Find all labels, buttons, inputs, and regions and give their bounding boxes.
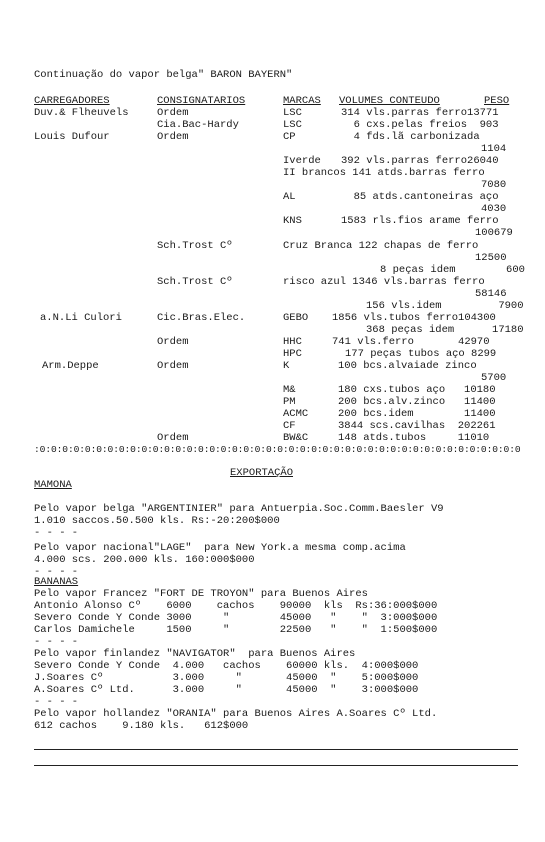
separator-line: :0:0:0:0:0:0:0:0:0:0:0:0:0:0:0:0:0:0:0:0:0:0:0:0:0:0:0:0:0:0:0:0:0:0:0:0:0:0:0:0:0:0:0: [34, 444, 521, 455]
bananas-heading: BANANAS: [34, 576, 79, 588]
table-cell-marca: KNS: [283, 215, 302, 227]
header-consignatarios: CONSIGNATARIOS: [157, 95, 246, 107]
table-cell-volumes: 100 bcs.alvaiade zinco: [338, 360, 477, 372]
bananas-line: Severo Conde Y Conde 3000 " 45000 " " 3:000$000: [34, 612, 438, 624]
table-cell-carregador: Duv.& Flheuvels: [34, 107, 129, 119]
bananas-line: Pelo vapor hollandez "ORANIA" para Buenos Aires A.Soares Cº Ltd.: [34, 708, 438, 720]
bottom-rule: [34, 749, 518, 750]
document-title: Continuação do vapor belga" BARON BAYERN": [34, 69, 293, 81]
table-cell-volumes: 3844 scs.cavilhas 202261: [338, 420, 496, 432]
mamona-line: Pelo vapor nacional"LAGE" para New York.a mesma comp.acima: [34, 542, 406, 554]
table-cell-volumes: 368 peças idem 17180: [366, 324, 524, 336]
table-cell-marca: LSC: [283, 119, 302, 131]
mamona-line: 1.010 saccos.50.500 kls. Rs:-20:200$000: [34, 515, 280, 527]
table-cell-volumes: 200 bcs.idem 11400: [338, 408, 496, 420]
table-cell-volumes: 314 vls.parras ferro13771: [341, 107, 499, 119]
table-cell-consignatario: Ordem: [157, 360, 189, 372]
table-cell-volumes: 148 atds.tubos 11010: [338, 432, 490, 444]
header-carregadores: CARREGADORES: [34, 95, 110, 107]
table-cell-volumes: 6 cxs.pelas freios 903: [341, 119, 499, 131]
table-cell-marca: CP: [283, 131, 296, 143]
table-cell-peso: 58146: [475, 288, 507, 300]
mamona-line: 4.000 scs. 200.000 kls. 160:000$000: [34, 554, 255, 566]
table-cell-carregador: Louis Dufour: [34, 131, 110, 143]
table-cell-marca: HPC: [283, 348, 302, 360]
bananas-line: A.Soares Cº Ltd. 3.000 " 45000 " 3:000$000: [34, 684, 419, 696]
table-cell-consignatario: Ordem: [157, 336, 189, 348]
table-cell-volumes: 1583 rls.fios arame ferro: [341, 215, 499, 227]
table-cell-consignatario: Cic.Bras.Elec.: [157, 312, 246, 324]
table-cell-marca: CF: [283, 420, 296, 432]
table-cell-volumes: 392 vls.parras ferro26040: [341, 155, 499, 167]
bananas-line: - - - -: [34, 696, 79, 708]
bananas-line: - - - -: [34, 636, 79, 648]
table-cell-consignatario: Ordem: [157, 107, 189, 119]
table-cell-marca: BW&C: [283, 432, 309, 444]
table-cell-consignatario: Cia.Bac-Hardy: [157, 119, 239, 131]
table-cell-carregador: Arm.Deppe: [42, 360, 99, 372]
bottom-rule: [34, 765, 518, 766]
table-cell-peso: 1104: [481, 143, 507, 155]
table-cell-marca: GEBO: [283, 312, 309, 324]
table-cell-marca: Cruz Branca 122 chapas de ferro: [283, 240, 479, 252]
bananas-line: Pelo vapor Francez "FORT DE TROYON" para Buenos Aires: [34, 588, 368, 600]
table-cell-peso: 12500: [475, 252, 507, 264]
table-cell-volumes: 85 atds.cantoneiras aço: [341, 191, 499, 203]
table-cell-volumes: 177 peças tubos aço 8299: [345, 348, 497, 360]
table-cell-volumes: 4 fds.lã carbonizada: [341, 131, 480, 143]
table-cell-marca: AL: [283, 191, 296, 203]
bananas-line: J.Soares Cº 3.000 " 45000 " 5:000$000: [34, 672, 419, 684]
table-cell-consignatario: Sch.Trost Cº: [157, 276, 233, 288]
header-volumes-conteudo: VOLUMES CONTEUDO: [339, 95, 440, 107]
table-cell-peso: 5700: [481, 372, 507, 384]
table-cell-marca: Iverde: [283, 155, 321, 167]
bananas-line: Severo Conde Y Conde 4.000 cachos 60000 kls. 4:000$000: [34, 660, 419, 672]
table-cell-volumes: 200 bcs.alv.zinco 11400: [338, 396, 496, 408]
mamona-line: Pelo vapor belga "ARGENTINIER" para Antuerpia.Soc.Comm.Baesler V9: [34, 503, 444, 515]
bananas-line: Carlos Damichele 1500 " 22500 " " 1:500$000: [34, 624, 438, 636]
table-cell-marca: PM: [283, 396, 296, 408]
mamona-heading: MAMONA: [34, 479, 72, 491]
table-cell-carregador: a.N.Li Culori: [40, 312, 122, 324]
table-cell-volumes: 1856 vls.tubos ferro104300: [332, 312, 496, 324]
table-cell-volumes: 8 peças idem 600: [380, 264, 525, 276]
section-heading-exportacao: EXPORTAÇÃO: [230, 467, 294, 479]
table-cell-peso: 7080: [481, 179, 507, 191]
table-cell-marca: ACMC: [283, 408, 309, 420]
mamona-line: - - - -: [34, 566, 79, 578]
table-cell-marca: K: [283, 360, 290, 372]
table-cell-consignatario: Ordem: [157, 432, 189, 444]
bananas-line: Antonio Alonso Cº 6000 cachos 90000 kls Rs:36:000$000: [34, 600, 438, 612]
header-marcas: MARCAS: [283, 95, 321, 107]
table-cell-peso: 100679: [475, 227, 513, 239]
table-cell-marca: LSC: [283, 107, 302, 119]
table-cell-volumes: 180 cxs.tubos aço 10180: [338, 384, 496, 396]
table-cell-volumes: 741 vls.ferro 42970: [332, 336, 490, 348]
table-cell-marca: II brancos 141 atds.barras ferro: [283, 167, 485, 179]
table-cell-consignatario: Ordem: [157, 131, 189, 143]
table-cell-marca: HHC: [283, 336, 302, 348]
table-cell-consignatario: Sch.Trost Cº: [157, 240, 233, 252]
mamona-line: - - - -: [34, 527, 79, 539]
table-cell-marca: risco azul 1346 vls.barras ferro: [283, 276, 485, 288]
table-cell-peso: 4030: [481, 203, 507, 215]
bananas-line: 612 cachos 9.180 kls. 612$000: [34, 720, 249, 732]
bananas-line: Pelo vapor finlandez "NAVIGATOR" para Buenos Aires: [34, 648, 356, 660]
header-peso: PESO: [484, 95, 510, 107]
table-cell-marca: M&: [283, 384, 296, 396]
table-cell-volumes: 156 vls.idem 7900: [366, 300, 524, 312]
